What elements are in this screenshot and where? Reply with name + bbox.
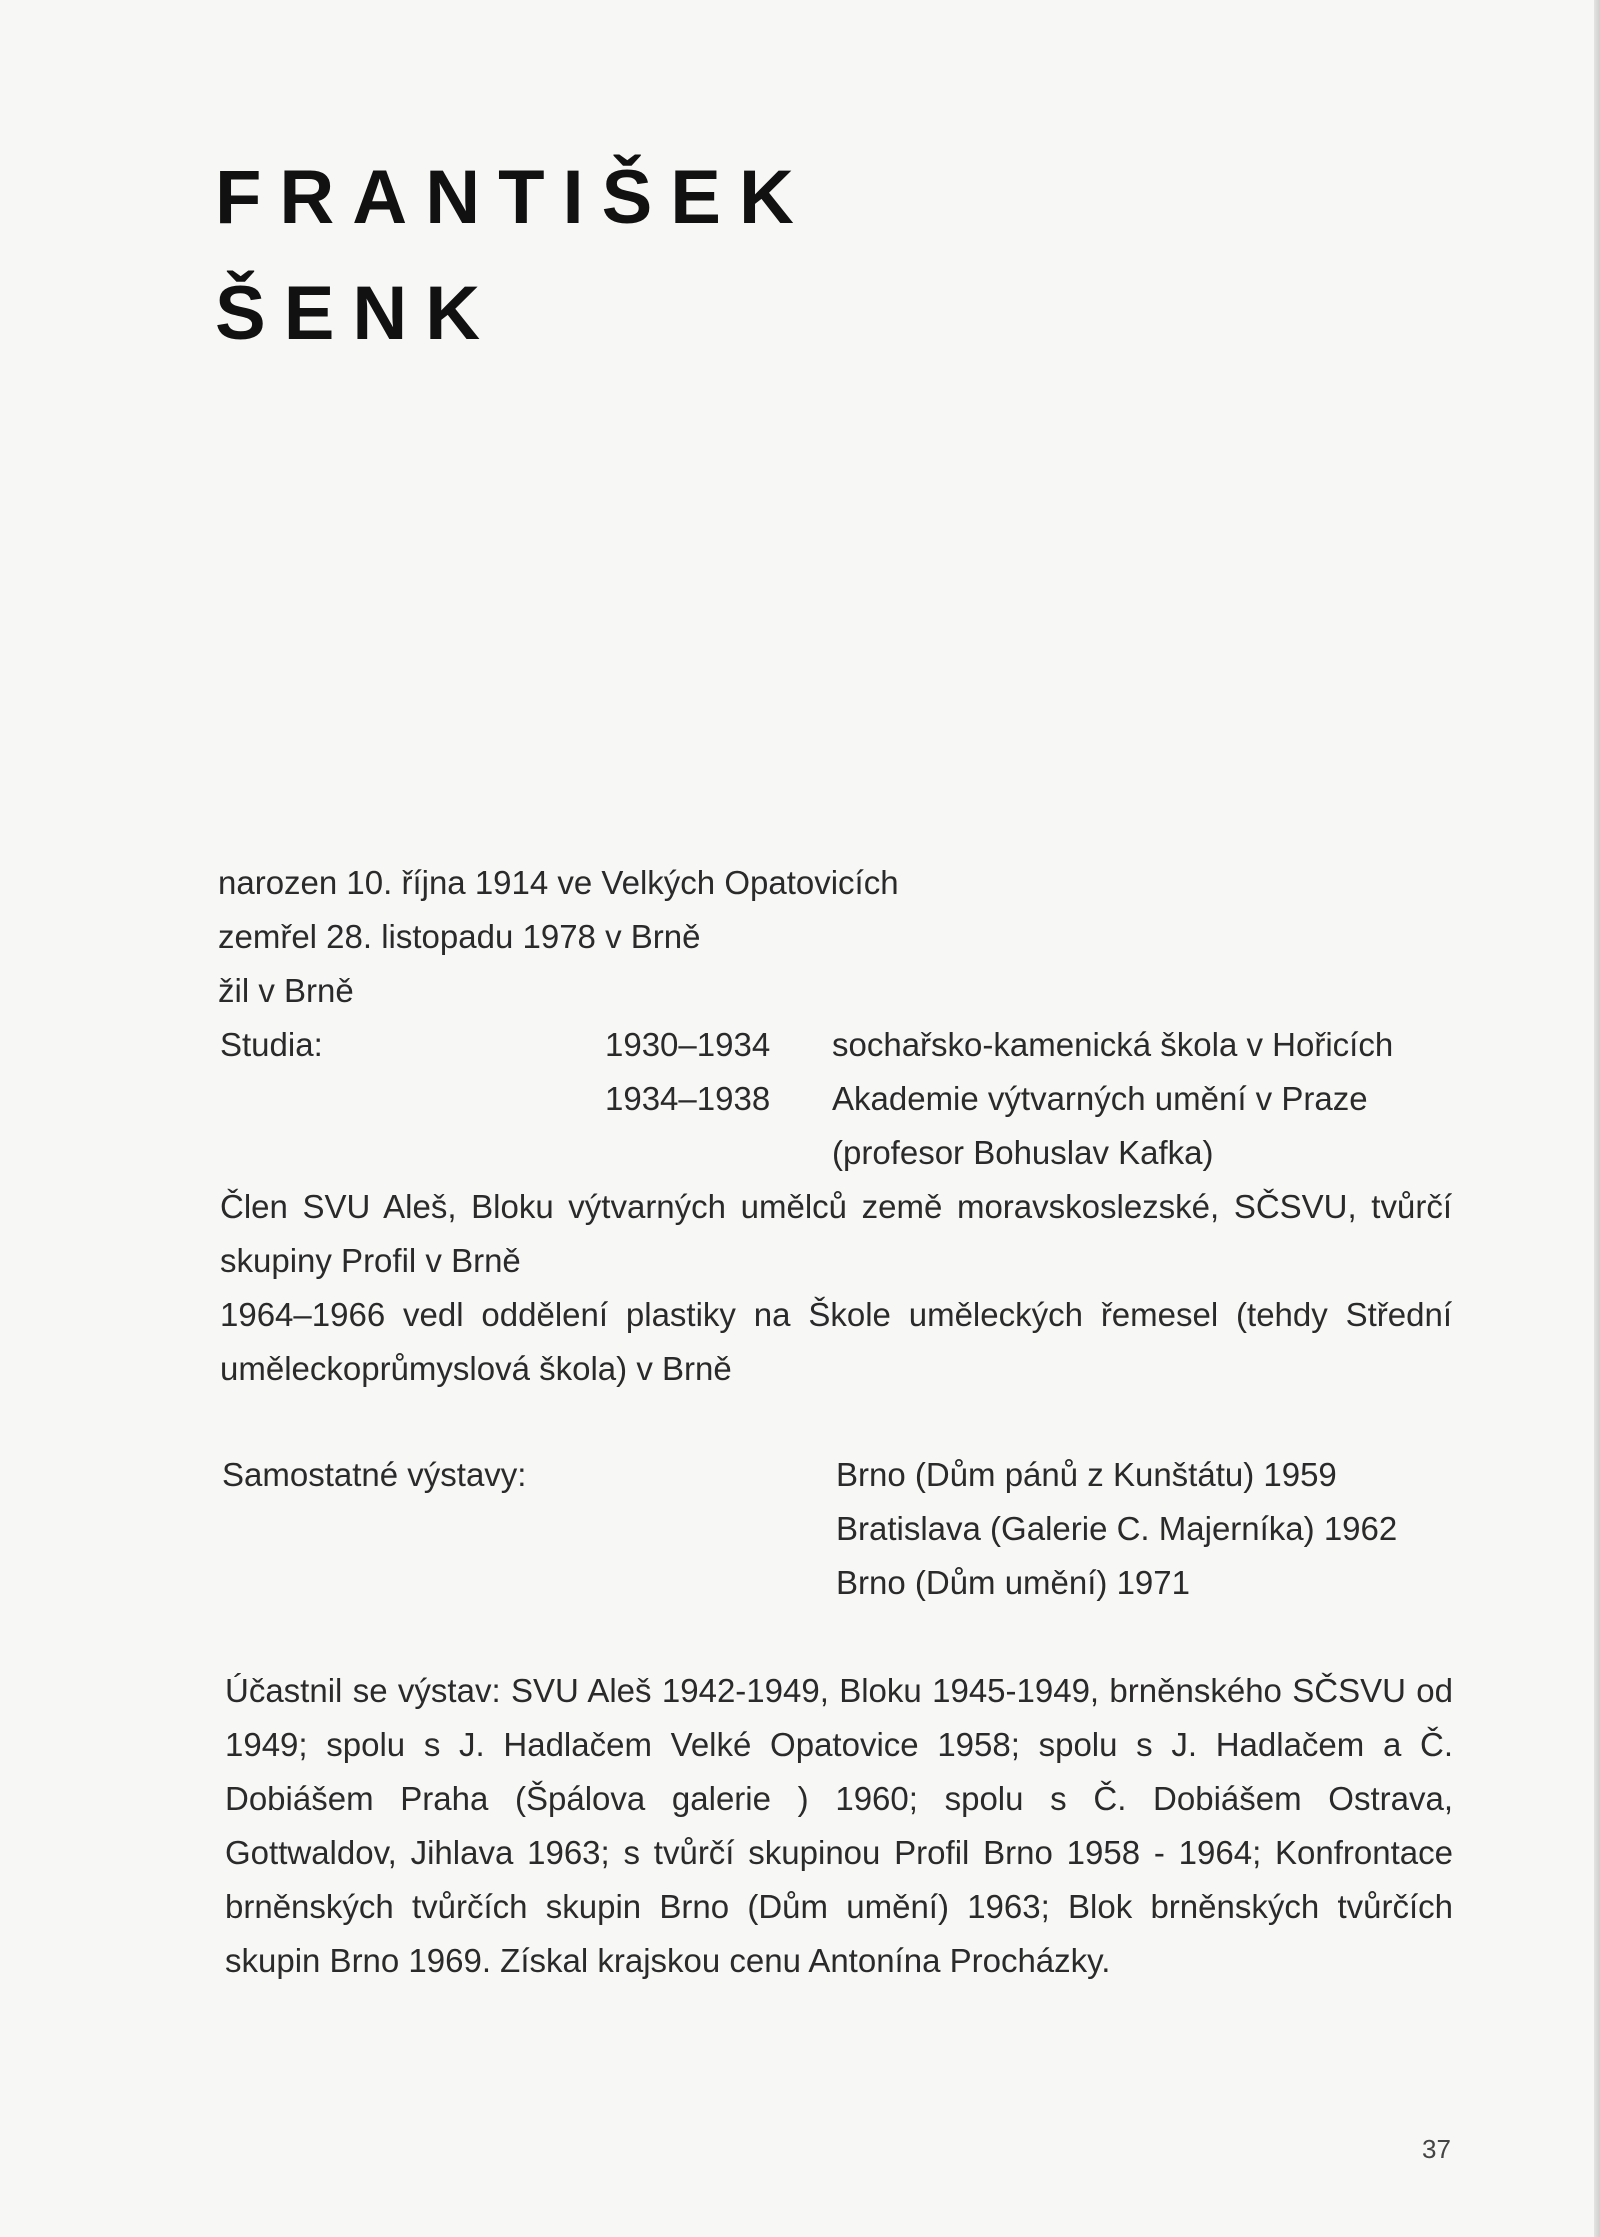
- group-exhibitions-paragraph: Účastnil se výstav: SVU Aleš 1942-1949, Bloku 1945-1949, brněnského SČSVU od 1949; spolu s J. Hadlačem Velké Opatovice 1958; spolu s J. Hadlačem a Č. Dobiášem Praha (Špálova galerie ) 1960; spolu s Č. Dobiášem Ostrava, Gottwaldov, Jihlava 1963; s tvůrčí skupinou Profil Brno 1958 - 1964; Konfrontace brněnských tvůrčích skupin Brno (Dům umění) 1963; Blok brněnských tvůrčích skupin Brno 1969. Získal krajskou cenu Antonína Procházky.: [225, 1672, 1453, 1979]
- death-line: zemřel 28. listopadu 1978 v Brně: [218, 918, 701, 955]
- teaching-paragraph: 1964–1966 vedl oddělení plastiky na Škole uměleckých řemesel (tehdy Střední uměleckoprůmyslová škola) v Brně: [220, 1296, 1452, 1387]
- page-number: 37: [1422, 2134, 1451, 2164]
- solo-exhibition-item: Brno (Dům pánů z Kunštátu) 1959: [836, 1456, 1337, 1493]
- page-title: [215, 140, 812, 372]
- studies-label: Studia:: [220, 1026, 323, 1063]
- solo-exhibitions-label: Samostatné výstavy:: [222, 1456, 527, 1493]
- studies-years: 1934–1938: [605, 1080, 771, 1117]
- title-last-name: ŠENK: [215, 271, 499, 356]
- solo-exhibition-item: Bratislava (Galerie C. Majerníka) 1962: [836, 1510, 1398, 1547]
- studies-place: Akademie výtvarných umění v Praze: [832, 1080, 1368, 1117]
- title-first-name: FRANTIŠEK: [215, 155, 812, 240]
- studies-note: (profesor Bohuslav Kafka): [832, 1134, 1214, 1171]
- membership-paragraph: Člen SVU Aleš, Bloku výtvarných umělců země moravskoslezské, SČSVU, tvůrčí skupiny Profil v Brně: [220, 1188, 1452, 1279]
- page-edge: [1594, 0, 1600, 2237]
- birth-line: narozen 10. října 1914 ve Velkých Opatovicích: [218, 864, 899, 901]
- residence-line: žil v Brně: [218, 972, 354, 1009]
- studies-place: sochařsko-kamenická škola v Hořicích: [832, 1026, 1394, 1063]
- solo-exhibition-item: Brno (Dům umění) 1971: [836, 1564, 1190, 1601]
- studies-years: 1930–1934: [605, 1026, 771, 1063]
